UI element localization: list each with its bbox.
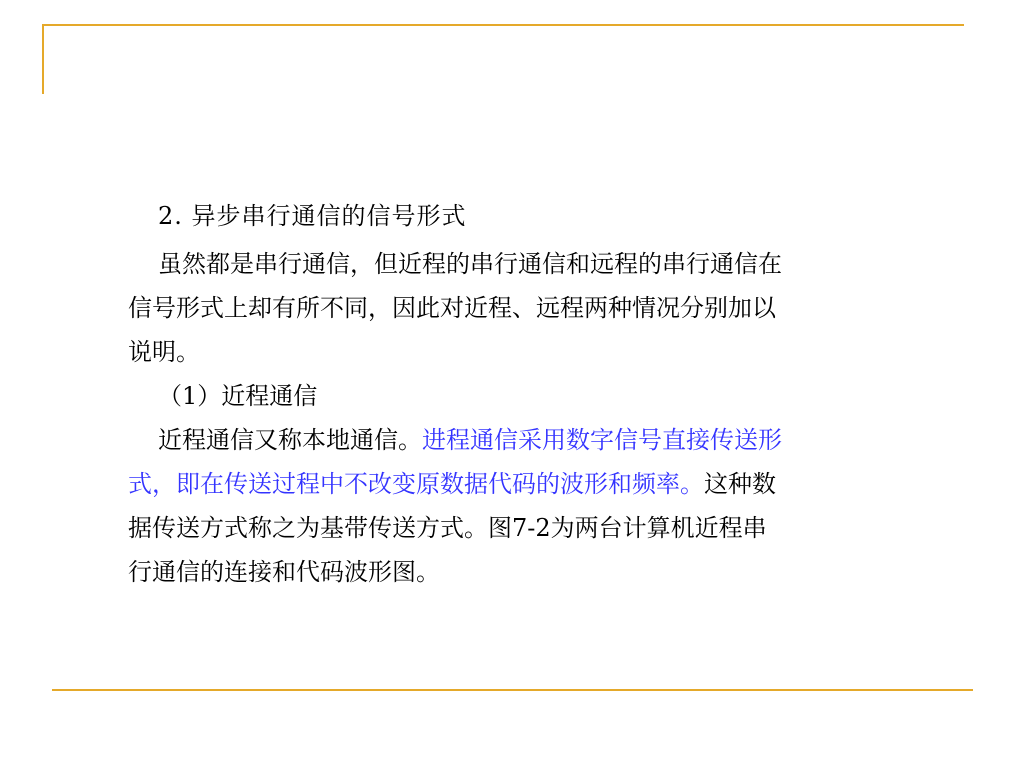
top-divider bbox=[42, 24, 964, 26]
paragraph-2-line-3: 据传送方式称之为基带传送方式。图7-2为两台计算机近程串 bbox=[128, 514, 767, 542]
paragraph-2-text: 这种数 bbox=[704, 470, 776, 498]
highlighted-text: 进程通信采用数字信号直接传送形 bbox=[422, 426, 782, 454]
paragraph-2-line-4: 行通信的连接和代码波形图。 bbox=[128, 558, 440, 586]
highlighted-text: 式，即在传送过程中不改变原数据代码的波形和频率。 bbox=[128, 470, 704, 498]
subsection-heading: （1）近程通信 bbox=[158, 382, 318, 410]
paragraph-1-line-1: 虽然都是串行通信，但近程的串行通信和远程的串行通信在 bbox=[158, 250, 782, 278]
paragraph-2-text: 近程通信又称本地通信。 bbox=[158, 426, 422, 454]
paragraph-1-line-2: 信号形式上却有所不同，因此对近程、远程两种情况分别加以 bbox=[128, 294, 776, 322]
bottom-divider bbox=[52, 689, 973, 691]
paragraph-2-line-2 bbox=[128, 470, 776, 498]
section-heading: 2. 异步串行通信的信号形式 bbox=[158, 202, 467, 230]
left-divider bbox=[42, 24, 44, 94]
paragraph-2-line-1 bbox=[158, 426, 782, 454]
paragraph-1-line-3: 说明。 bbox=[128, 338, 200, 366]
